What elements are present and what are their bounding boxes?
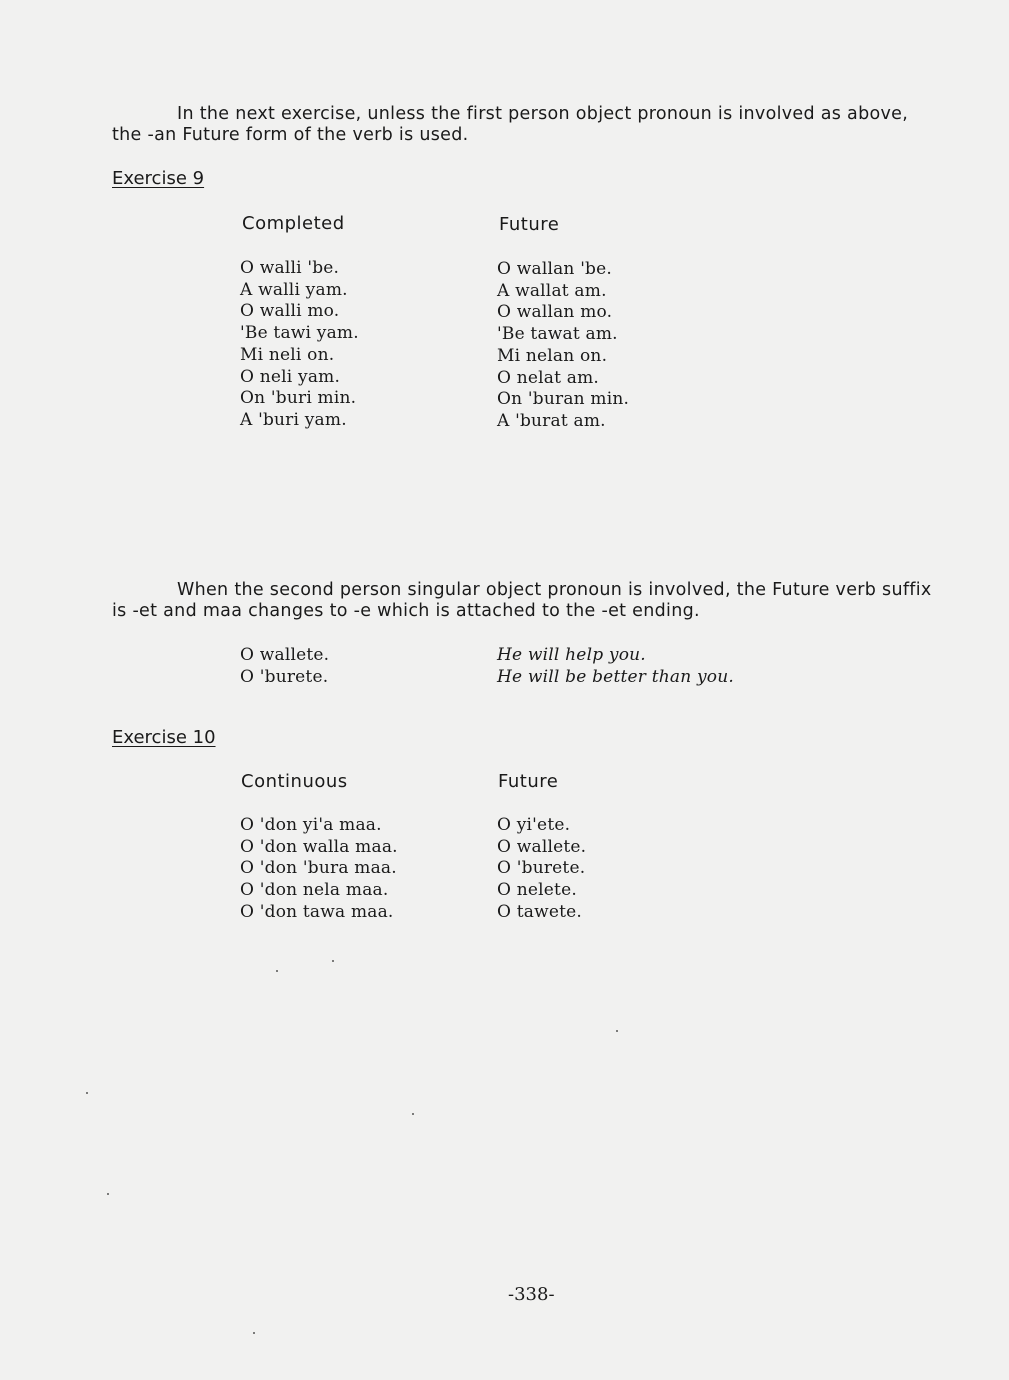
- list-item: He will help you.: [497, 645, 646, 665]
- exercise-9-future-list: [497, 259, 629, 433]
- list-item: A 'buri yam.: [240, 409, 347, 430]
- list-item: A 'burat am.: [497, 410, 606, 431]
- list-item: O wallan 'be.: [497, 259, 613, 279]
- second-line-1: When the second person singular object pronoun is involved, the Future verb suffix: [177, 580, 932, 600]
- list-item: O wallete.: [240, 645, 330, 665]
- list-item: O nelat am.: [497, 367, 600, 388]
- second-line-2: is -et and maa changes to -e which is attached to the -et ending.: [112, 601, 700, 621]
- future-column-header-2: Future: [498, 771, 559, 792]
- scan-speck: [253, 1332, 255, 1334]
- list-item: O 'don walla maa.: [240, 836, 398, 857]
- list-item: On 'buri min.: [240, 388, 357, 409]
- scan-speck: [616, 1030, 618, 1032]
- scan-speck: [86, 1092, 88, 1094]
- list-item: O 'burete.: [240, 666, 329, 687]
- exercise-9-completed-list: [240, 258, 359, 432]
- list-item: O 'don yi'a maa.: [240, 815, 382, 835]
- intro-line-2: the -an Future form of the verb is used.: [112, 125, 469, 145]
- exercise-10-future-list: [497, 815, 586, 924]
- list-item: Mi neli on.: [240, 344, 335, 365]
- list-item: O walli 'be.: [240, 258, 340, 278]
- scan-speck: [332, 960, 334, 962]
- list-item: A walli yam.: [240, 279, 348, 300]
- list-item: A wallat am.: [497, 280, 607, 301]
- list-item: On 'buran min.: [497, 389, 630, 410]
- scan-speck: [412, 1113, 414, 1115]
- intro-line-1: In the next exercise, unless the first person object pronoun is involved as above,: [177, 104, 909, 124]
- example-forms-list: [240, 645, 329, 688]
- exercise-9-heading: Exercise 9: [112, 168, 205, 189]
- future-column-header: Future: [499, 214, 560, 235]
- completed-column-header: Completed: [242, 213, 345, 234]
- exercise-10-continuous-list: [240, 815, 398, 924]
- list-item: O nelete.: [497, 880, 577, 901]
- list-item: O neli yam.: [240, 366, 341, 387]
- list-item: O walli mo.: [240, 301, 340, 322]
- second-paragraph: [112, 580, 942, 622]
- list-item: O tawete.: [497, 901, 583, 922]
- continuous-column-header: Continuous: [241, 771, 348, 792]
- intro-paragraph: [112, 104, 942, 146]
- list-item: Mi nelan on.: [497, 345, 608, 366]
- page-number: -338-: [508, 1284, 555, 1305]
- list-item: O yi'ete.: [497, 815, 571, 835]
- exercise-10-heading: Exercise 10: [112, 727, 216, 748]
- list-item: O 'don tawa maa.: [240, 901, 394, 922]
- example-translations-list: [497, 645, 734, 688]
- list-item: He will be better than you.: [497, 666, 734, 687]
- list-item: O 'burete.: [497, 858, 586, 879]
- list-item: 'Be tawi yam.: [240, 323, 359, 344]
- list-item: O wallete.: [497, 836, 587, 857]
- list-item: O 'don 'bura maa.: [240, 858, 397, 879]
- list-item: O wallan mo.: [497, 302, 613, 323]
- scan-speck: [107, 1193, 109, 1195]
- list-item: O 'don nela maa.: [240, 880, 389, 901]
- scan-speck: [276, 970, 278, 972]
- list-item: 'Be tawat am.: [497, 324, 618, 345]
